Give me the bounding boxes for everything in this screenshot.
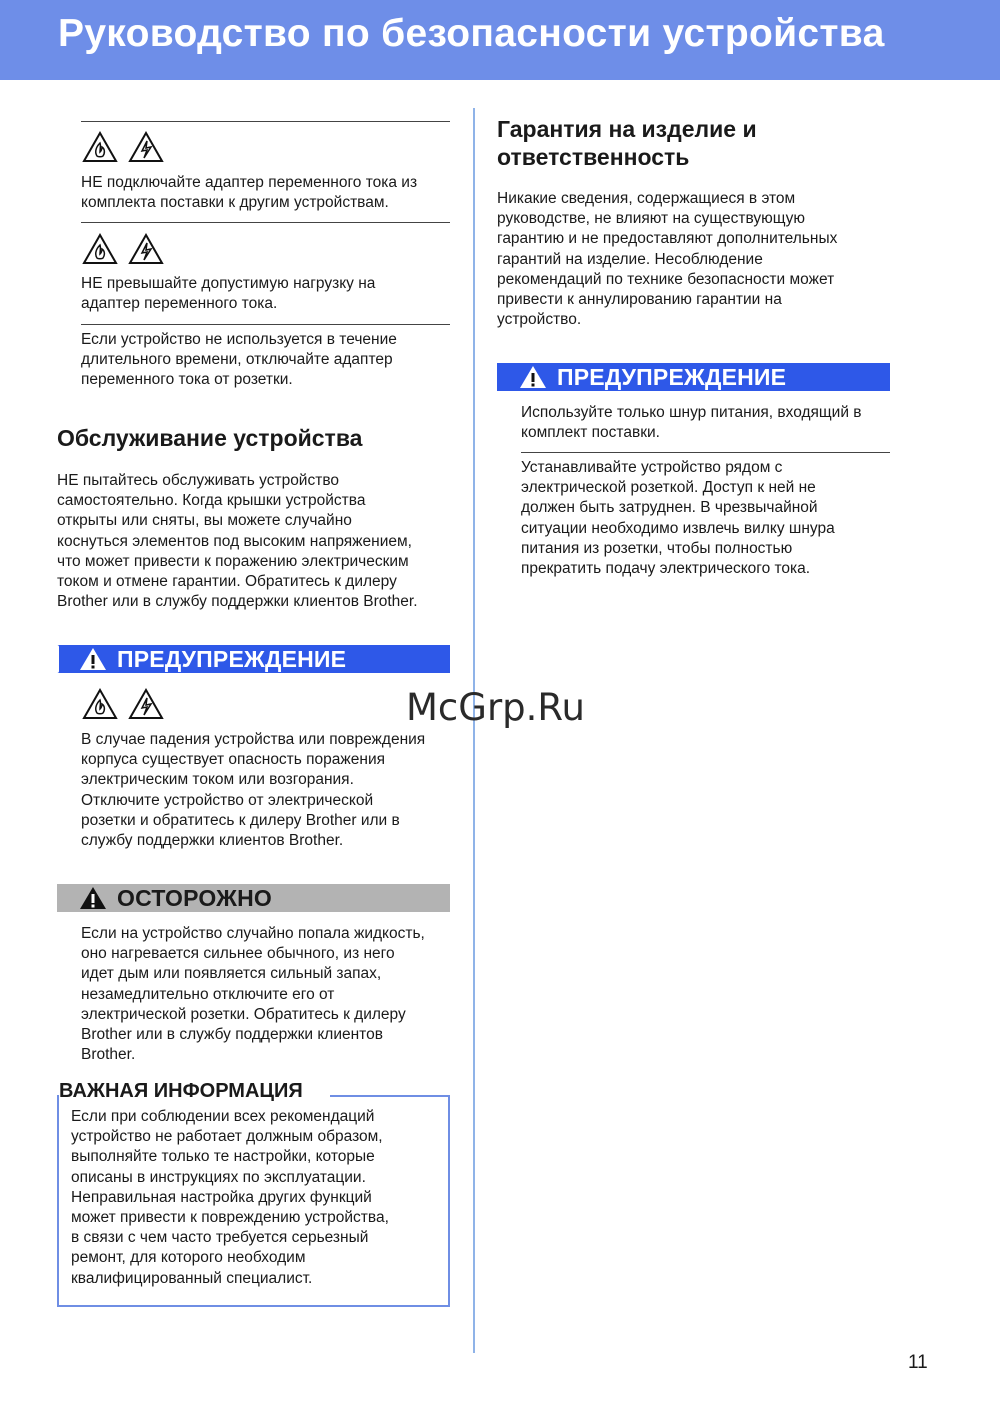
important-info-paragraph <box>71 1107 389 1289</box>
text-line: НЕ подключайте адаптер переменного тока из <box>81 174 418 191</box>
text-line: Если на устройство случайно попала жидкость, <box>81 925 425 942</box>
text-line: электрическим током или возгорания. <box>81 771 354 789</box>
text-line: Никакие сведения, содержащиеся в этом <box>497 190 796 207</box>
fire-hazard-icon <box>82 233 118 265</box>
text-line: привести к аннулированию гарантии на <box>497 291 782 309</box>
warning-triangle-icon <box>519 365 547 389</box>
text-line: комплекта поставки к другим устройствам. <box>81 194 389 212</box>
text-line: открыты или сняты, вы можете случайно <box>57 512 352 530</box>
text-line: розетки и обратитесь к дилеру Brother или в <box>81 811 400 829</box>
warning-triangle-icon <box>79 647 107 671</box>
text-line: прекратить подачу электрического тока. <box>521 560 811 578</box>
heading-line: ответственность <box>497 144 690 170</box>
hazard-icons-3 <box>82 688 164 720</box>
text-line: может привести к повреждению устройства, <box>71 1209 389 1227</box>
outlet-note <box>521 458 835 579</box>
warning-label: ПРЕДУПРЕЖДЕНИЕ <box>557 363 787 390</box>
text-line: ремонт, для которого необходим <box>71 1249 306 1267</box>
text-line: самостоятельно. Когда крышки устройства <box>57 492 366 510</box>
text-line: Если при соблюдении всех рекомендаций <box>71 1108 375 1125</box>
band-edge <box>57 645 59 673</box>
fire-hazard-icon <box>82 131 118 163</box>
watermark: McGrp.Ru <box>406 686 585 729</box>
page-number: 11 <box>908 1352 928 1373</box>
text-line: НЕ превышайте допустимую нагрузку на <box>81 275 376 292</box>
text-line: ситуации необходимо извлечь вилку шнура <box>521 519 835 537</box>
text-line: В случае падения устройства или повреждения <box>81 731 426 748</box>
page-header <box>0 0 1000 80</box>
text-line: НЕ пытайтесь обслуживать устройство <box>57 472 339 489</box>
rule-2 <box>81 222 450 223</box>
text-line: питания из розетки, чтобы полностью <box>521 539 793 557</box>
text-line: коснуться элементов под высоким напряжением, <box>57 532 412 550</box>
text-line: током и отмене гарантии. Обратитесь к дилеру <box>57 573 397 591</box>
text-line: Отключите устройство от электрической <box>81 791 374 809</box>
important-box-topline <box>330 1095 450 1097</box>
power-cord-note <box>521 403 862 443</box>
text-line: идет дым или появляется сильный запах, <box>81 965 382 983</box>
text-line: Brother или в службу поддержки клиентов <box>81 1026 383 1044</box>
service-heading: Обслуживание устройства <box>57 425 363 451</box>
electric-shock-icon <box>128 688 164 720</box>
text-line: описаны в инструкциях по эксплуатации. <box>71 1168 366 1186</box>
fire-hazard-icon <box>82 688 118 720</box>
warning-band-right <box>497 363 890 391</box>
adapter-note-1 <box>81 173 417 213</box>
text-line: квалифицированный специалист. <box>71 1269 313 1287</box>
adapter-note-3 <box>81 330 397 391</box>
text-line: гарантий на изделие. Несоблюдение <box>497 250 763 268</box>
warranty-paragraph <box>497 189 837 330</box>
text-line: Неправильная настройка других функций <box>71 1188 372 1206</box>
text-line: Если устройство не используется в течение <box>81 331 397 348</box>
text-line: электрической розетки. Обратитесь к дилеру <box>81 1005 406 1023</box>
text-line: рекомендаций по технике безопасности может <box>497 270 835 288</box>
text-line: Используйте только шнур питания, входящий в <box>521 404 862 421</box>
adapter-note-2 <box>81 274 375 314</box>
rule-right <box>521 452 890 453</box>
text-line: оно нагревается сильнее обычного, из него <box>81 945 395 963</box>
rule-3 <box>81 324 450 325</box>
warning-paragraph <box>81 730 425 851</box>
service-paragraph <box>57 471 418 612</box>
text-line: корпуса существует опасность поражения <box>81 751 386 769</box>
heading-line: Гарантия на изделие и <box>497 116 757 142</box>
warning-band <box>57 645 450 673</box>
hazard-icons-1 <box>82 131 164 163</box>
text-line: переменного тока от розетки. <box>81 371 293 389</box>
text-line: незамедлительно отключите его от <box>81 985 335 1003</box>
text-line: в связи с чем часто требуется серьезный <box>71 1229 369 1247</box>
text-line: длительного времени, отключайте адаптер <box>81 351 393 369</box>
electric-shock-icon <box>128 131 164 163</box>
text-line: должен быть затруднен. В чрезвычайной <box>521 499 818 517</box>
text-line: Brother или в службу поддержки клиентов Brother. <box>57 593 418 611</box>
text-line: электрической розеткой. Доступ к ней не <box>521 479 816 497</box>
warranty-heading <box>497 115 757 171</box>
text-line: устройство. <box>497 311 582 329</box>
important-info-title: ВАЖНАЯ ИНФОРМАЦИЯ <box>59 1080 311 1103</box>
text-line: устройство не работает должным образом, <box>71 1128 383 1146</box>
text-line: Brother. <box>81 1046 136 1064</box>
text-line: что может привести к поражению электрическим <box>57 552 409 570</box>
text-line: руководстве, не влияют на существующую <box>497 210 806 228</box>
warning-triangle-icon <box>79 886 107 910</box>
rule-top <box>81 121 450 122</box>
caution-label: ОСТОРОЖНО <box>117 884 273 911</box>
text-line: адаптер переменного тока. <box>81 295 278 313</box>
caution-paragraph <box>81 924 425 1065</box>
hazard-icons-2 <box>82 233 164 265</box>
column-divider <box>473 108 475 1353</box>
text-line: Устанавливайте устройство рядом с <box>521 459 783 476</box>
text-line: службу поддержки клиентов Brother. <box>81 832 344 850</box>
electric-shock-icon <box>128 233 164 265</box>
warning-label: ПРЕДУПРЕЖДЕНИЕ <box>117 645 347 672</box>
text-line: комплект поставки. <box>521 424 660 442</box>
text-line: выполняйте только те настройки, которые <box>71 1148 375 1166</box>
caution-band <box>57 884 450 912</box>
page-title: Руководство по безопасности устройства <box>58 12 885 55</box>
text-line: гарантию и не предоставляют дополнительных <box>497 230 838 248</box>
